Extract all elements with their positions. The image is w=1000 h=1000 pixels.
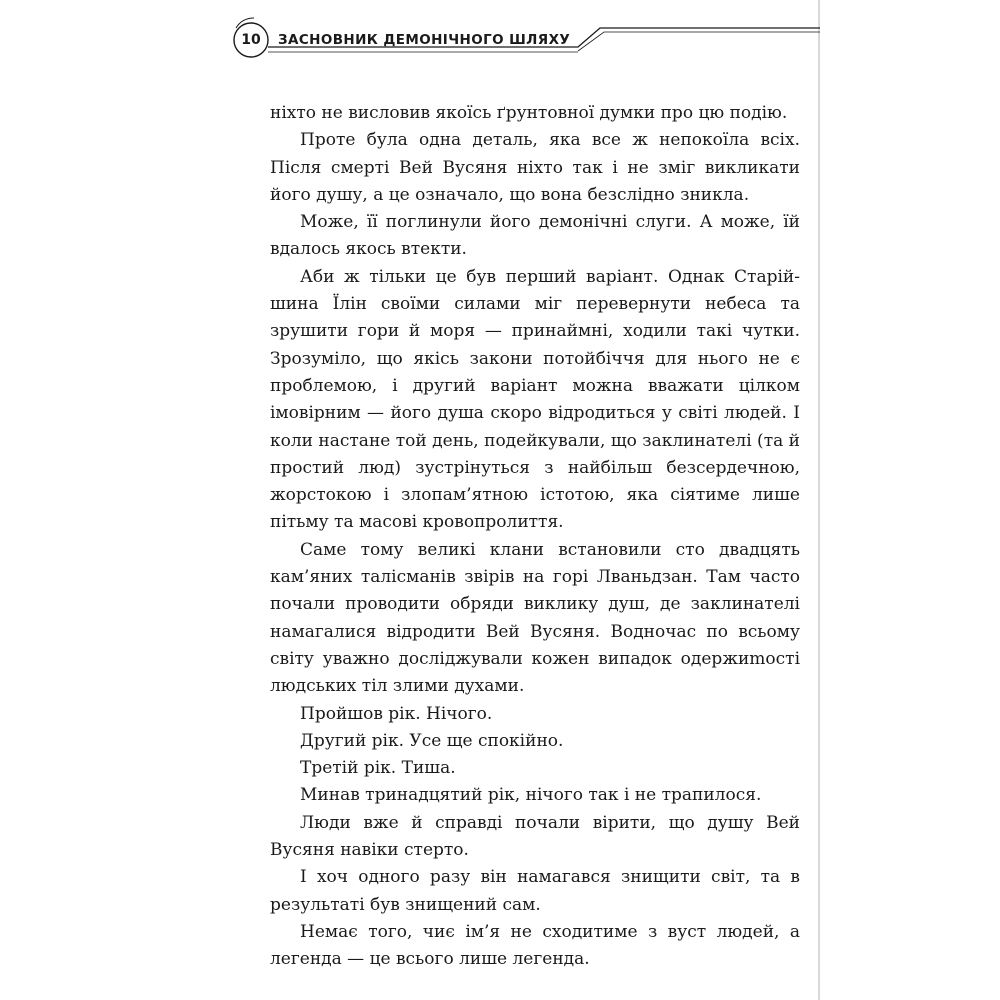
paragraph: Минав тринадцятий рік, нічого так і не трапилося. bbox=[300, 785, 762, 806]
paragraph: І хоч одного разу він намагався знищити світ, та в результаті був знищений сам. bbox=[270, 867, 800, 915]
paragraph: Люди вже й справді почали вірити, що душу Вей Вусяня навіки стерто. bbox=[270, 812, 800, 861]
page-number: 10 bbox=[241, 32, 261, 48]
body-text bbox=[270, 100, 800, 974]
paragraph: Аби ж тільки це був перший варіант. Однак Старійшина Їлін своїми силами міг перевернути небеса та зрушити гори й моря — принаймні, ходили такі чутки. Зрозуміло, що якісь закони потойбіччя для нього не є проблемою, і другий варіант можна вважати цілком імовірним — його душа скоро відродиться у світі людей. І коли настане той день, подейкували, що заклинателі (та й простий люд) зустрінуться з найбільш безсердечною, жорстокою і злопам’ятною істотою, яка сіятиме лише пітьму та масові кровопролиття. bbox=[270, 266, 800, 533]
paragraph: Проте була одна деталь, яка все ж непокоїла всіх. Після смерті Вей Вусяня ніхто так і не зміг викликати його душу, а це означало, що вона безслідно зникла. bbox=[270, 130, 800, 205]
paragraph: Саме тому великі клани встановили сто двадцять кам’яних талісманів звірів на горі Лваньдзан. Там часто почали проводити обряди виклику душ, де заклинателі намагалися відродити Вей Вусяня. Водночас по всьому світу уважно досліджували кожен випадок одержиmості людських тіл злими духами. bbox=[270, 539, 800, 697]
page-edge-line bbox=[818, 0, 820, 1000]
running-title: ЗАСНОВНИК ДЕМОНІЧНОГО ШЛЯХУ bbox=[278, 32, 571, 48]
paragraph: Може, її поглинули його демонічні слуги. А може, їй вдалось якось втекти. bbox=[270, 212, 800, 260]
paragraph: Третій рік. Тиша. bbox=[300, 758, 456, 779]
paragraph: Другий рік. Усе ще спокійно. bbox=[300, 730, 564, 751]
paragraph: Пройшов рік. Нічого. bbox=[300, 703, 493, 724]
page-margin-right bbox=[820, 0, 1000, 1000]
running-header bbox=[228, 14, 820, 64]
paragraph: Немає того, чиє ім’я не сходитиме з вуст людей, а легенда — це всього лише легенда. bbox=[270, 921, 800, 970]
paragraph: ніхто не висловив якоїсь ґрунтовної думки про цю подію. bbox=[270, 103, 788, 123]
